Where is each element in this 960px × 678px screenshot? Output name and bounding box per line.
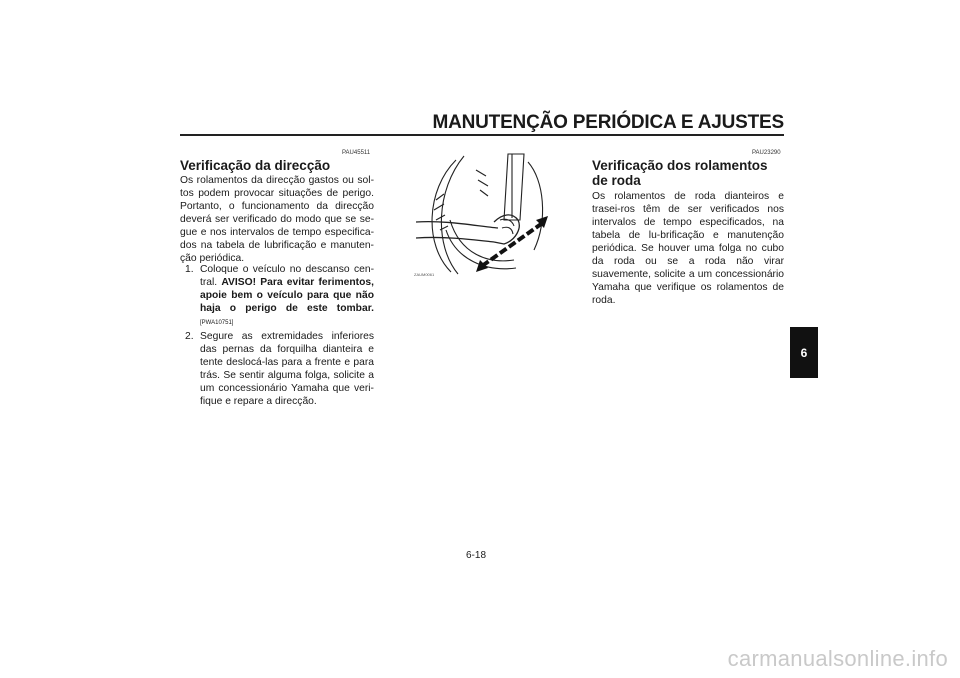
step-1-text: Coloque o veículo no descanso cen-tral.: [200, 264, 374, 288]
page-number: 6-18: [466, 550, 487, 561]
section-title-steering: Verificação da direcção: [180, 158, 331, 173]
wheel-bearings-paragraph: Os rolamentos de roda dianteiros e trasei-ros têm de ser verificados nos intervalos de tempo especificados, na tabela de lu-brificação e manutenção periódica. Se houver uma folga no cubo da roda ou se a roda não virar suavemente, solicite a um concessionário Yamaha que verifique os rolamentos de roda.: [592, 191, 784, 306]
page-header-title: MANUTENÇÃO PERIÓDICA E AJUSTES: [432, 112, 784, 133]
steering-intro-paragraph: Os rolamentos da direcção gastos ou sol-tos podem provocar situações de perigo. Portanto, o funcionamento da direcção deverá ser verificado do modo que se se-gue e nos intervalos de tempo especifica-dos na tabela de lubrificação e manuten-ção periódica.: [180, 175, 374, 264]
section-code-left: PAU45511: [342, 150, 371, 156]
header-rule: [180, 134, 784, 136]
step-1: [180, 263, 374, 330]
step-1-warning: AVISO! Para evitar ferimentos, apoie bem o veículo para que não haja o perigo de este tombar.: [200, 277, 374, 314]
section-code-right: PAU23290: [752, 150, 781, 156]
watermark: carmanualsonline.info: [727, 646, 948, 671]
step-1-warning-ref: [PWA10751]: [200, 320, 234, 326]
chapter-tab: 6: [790, 327, 818, 378]
figure-id: ZAUM0061: [414, 272, 435, 277]
step-2-text: Segure as extremidades inferiores das pernas da forquilha dianteira e tente deslocá-las para a frente e para trás. Se sentir alguma folga, solicite a um concessionário Yamaha que veri-fique e repare a direcção.: [200, 331, 374, 407]
step-2-number: 2.: [185, 331, 194, 342]
section-title-wheel-bearings: Verificação dos rolamentos de roda: [592, 158, 768, 188]
movement-arrow: [476, 216, 548, 272]
steering-steps-list: [180, 263, 374, 408]
step-2: [180, 330, 374, 408]
steering-check-illustration: [416, 150, 566, 284]
step-1-number: 1.: [185, 264, 194, 275]
